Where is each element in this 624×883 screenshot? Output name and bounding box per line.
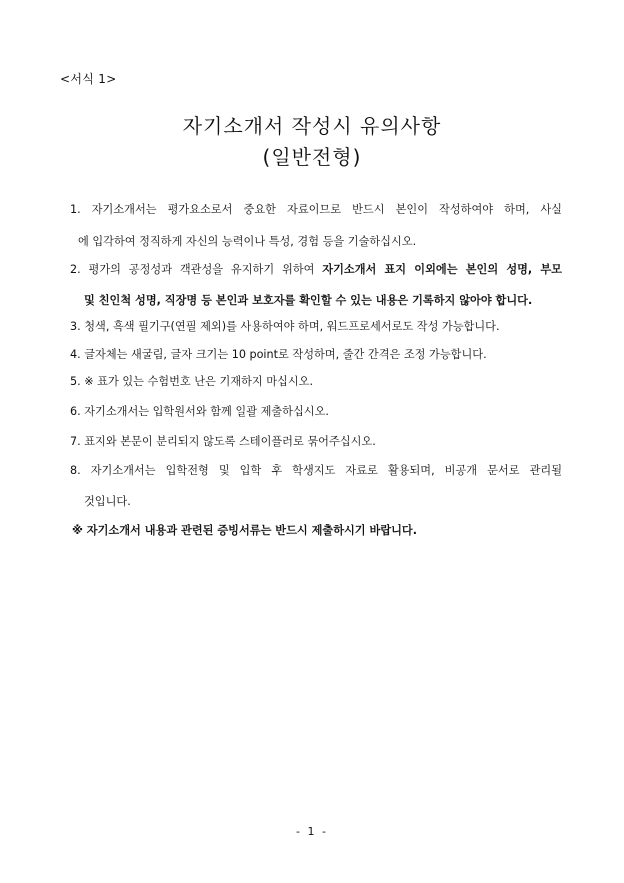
note-8 bbox=[70, 463, 562, 508]
note-2-plain-text: 2. 평가의 공정성과 객관성을 유지하기 위하여 bbox=[70, 263, 323, 276]
note-8-line2: 것입니다. bbox=[84, 495, 131, 508]
note-4 bbox=[70, 347, 562, 363]
note-1 bbox=[70, 202, 562, 248]
note-2-line1 bbox=[70, 262, 562, 278]
note-1-line2: 에 입각하여 정직하게 자신의 능력이나 특성, 경험 등을 기술하십시오. bbox=[78, 235, 417, 248]
note-5-text: 5. ※ 표가 있는 수험번호 난은 기재하지 마십시오. bbox=[70, 375, 314, 388]
note-1-line1: 1. 자기소개서는 평가요소로서 중요한 자료이므로 반드시 본인이 작성하여야 하며, 사실 bbox=[70, 203, 562, 216]
note-8-line1: 8. 자기소개서는 입학전형 및 입학 후 학생지도 자료로 활용되며, 비공개 문서로 관리될 bbox=[70, 464, 562, 477]
note-7-text: 7. 표지와 본문이 분리되지 않도록 스테이플러로 묶어주십시오. bbox=[70, 435, 376, 448]
note-3-text: 3. 청색, 흑색 필기구(연필 제외)를 사용하여야 하며, 워드프로세서로도 작성 가능합니다. bbox=[70, 320, 500, 333]
note-6-text: 6. 자기소개서는 입학원서와 함께 일괄 제출하십시오. bbox=[70, 405, 329, 418]
note-2-line2: 및 친인척 성명, 직장명 등 본인과 보호자를 확인할 수 있는 내용은 기록하지 않아야 합니다. bbox=[84, 294, 533, 307]
note-2-bold-text: 자기소개서 표지 이외에는 본인의 성명, 부모 bbox=[322, 263, 562, 276]
page-number: - 1 - bbox=[296, 825, 328, 838]
note-7 bbox=[70, 434, 562, 450]
document-subtitle: (일반전형) bbox=[262, 145, 362, 169]
document-title: 자기소개서 작성시 유의사항 bbox=[182, 114, 442, 138]
note-3 bbox=[70, 319, 562, 335]
note-2 bbox=[70, 262, 562, 307]
final-note: ※ 자기소개서 내용과 관련된 증빙서류는 반드시 제출하시기 바랍니다. bbox=[72, 524, 417, 537]
form-label: <서식 1> bbox=[60, 72, 117, 86]
note-4-text: 4. 글자체는 새굴림, 글자 크기는 10 point로 작성하며, 줄간 간격은 조정 가능합니다. bbox=[70, 348, 487, 361]
note-5 bbox=[70, 374, 562, 390]
note-6 bbox=[70, 404, 562, 420]
